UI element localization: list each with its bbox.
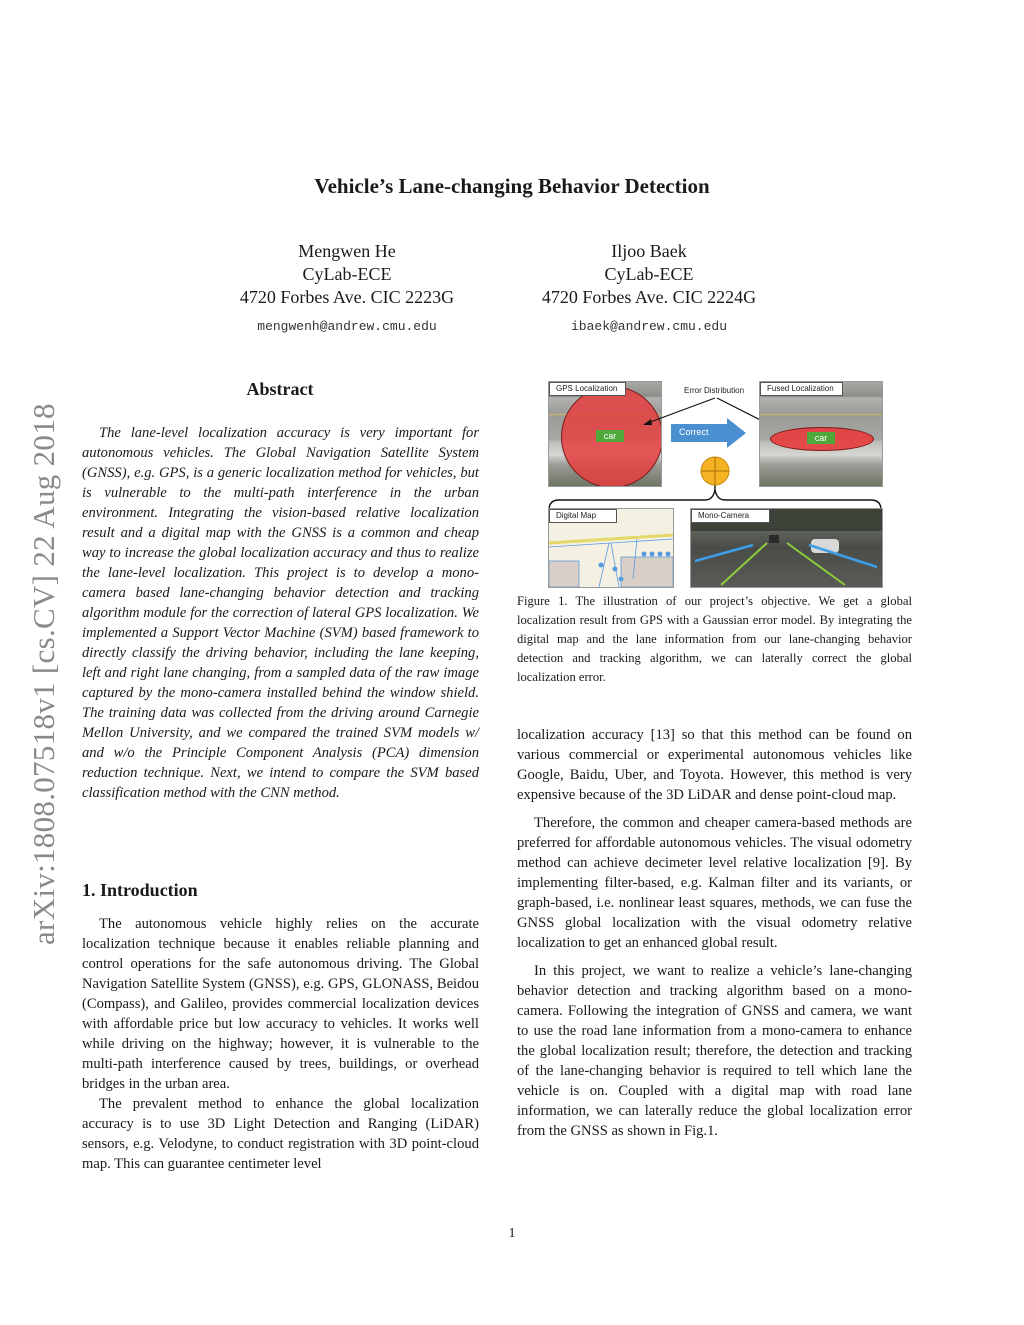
arxiv-stamp: arXiv:1808.07518v1 [cs.CV] 22 Aug 2018	[26, 403, 61, 945]
figure-1-caption: Figure 1. The illustration of our project’s objective. We get a global localization result from GPS with a Gaussian error model. By integrating the digital map and the lane information from our lane-changing behavior detection and tracking algorithm, we can laterally correct the global localization error.	[517, 594, 912, 684]
mono-camera-panel	[690, 508, 883, 588]
fusion-crosshair-icon	[700, 456, 730, 486]
section-heading-introduction: 1. Introduction	[82, 880, 198, 900]
correct-arrow	[671, 418, 741, 448]
correct-label: Correct	[679, 427, 709, 437]
fused-localization-label: Fused Localization	[760, 382, 843, 396]
intro-paragraph: Therefore, the common and cheaper camera-based methods are preferred for affordable autonomous vehicles. The visual odometry method can achieve decimeter level relative localization [9]. By implementing filter-based, e.g. Kalman filter and its variants, or graph-based, i.e. nonlinear least squares, methods, we can fuse the GNSS global localization with the visual odometry relative localization to get an enhanced global result.	[517, 815, 912, 951]
author-affiliation: CyLab-ECE	[302, 264, 392, 284]
intro-paragraph: The autonomous vehicle highly relies on the accurate localization technique because it enables reliable planning and control operations for the safe autonomous driving. The Global Navigation Satellite System (GNSS), e.g. GPS, GLONASS, Beidou (Compass), and Galileo, provides commercial localization devices with affordable price but low accuracy to vehicles. It works well while driving on the highway; however, it is vulnerable to the multi-path interference caused by trees, buildings, or overhead bridges in the urban area.	[82, 916, 479, 1092]
intro-left-column	[82, 914, 479, 1174]
abstract-text: The lane-level localization accuracy is very important for autonomous vehicles. The Global Navigation Satellite System (GNSS), e.g. GPS, is a generic localization method for vehicles, but is vulnerable to the multi-path interference in the urban environment. Integrating the vision-based relative localization result and a digital map with the GNSS is a common and cheap way to increase the global localization accuracy and thus to realize the lane-level localization. This project is to develop a mono-camera based lane-changing behavior detection and tracking algorithm module for the correction of lateral GPS localization. We implemented a Support Vector Machine (SVM) based framework to directly classify the driving behavior, including the lane keeping, left and right lane changing, from a sampled data of the raw image captured by the mono-camera installed behind the window shield. The training data was collected from the driving around Carnegie Mellon University, and we compared the trained SVM models w/ and w/o the Principle Component Analysis (PCA) dimension reduction technique. Next, we intend to compare the SVM based classification method with the CNN method.	[82, 425, 479, 801]
car-marker: car	[596, 430, 624, 442]
intro-paragraph: The prevalent method to enhance the global localization accuracy is to use 3D Light Detection and Ranging (LiDAR) sensors, e.g. Velodyne, to conduct registration with 3D point-cloud map. This can guarantee centimeter level	[82, 1096, 479, 1172]
error-distribution-label: Error Distribution	[684, 386, 745, 395]
page-number: 1	[508, 1226, 516, 1241]
fused-localization-panel	[759, 381, 883, 487]
author-affiliation: CyLab-ECE	[604, 264, 694, 284]
mono-camera-label: Mono-Camera	[691, 509, 770, 523]
intro-paragraph: In this project, we want to realize a vehicle’s lane-changing behavior detection and tracking algorithm based on a mono-camera. Following the integration of GNSS and camera, we want to use the road lane information from a mono-camera to enhance the global localization result; therefore, the detection and tracking of the lane-changing behavior is required to tell which lane the vehicle is on. Coupled with a digital map with road lane information, we can laterally reduce the global localization error from the GNSS as shown in Fig.1.	[517, 963, 912, 1139]
author-email[interactable]: mengwenh@andrew.cmu.edu	[257, 319, 437, 334]
author-address: 4720 Forbes Ave. CIC 2224G	[541, 287, 757, 307]
author-address: 4720 Forbes Ave. CIC 2223G	[239, 287, 455, 307]
car-marker: car	[807, 432, 835, 444]
paper-title: Vehicle’s Lane-changing Behavior Detection	[314, 174, 710, 198]
author-name: Iljoo Baek	[611, 241, 687, 261]
abstract-body	[82, 423, 479, 803]
intro-paragraph: localization accuracy [13] so that this method can be found on various commercial or experimental autonomous vehicles like Google, Baidu, Uber, and Toyota. However, this method is very expensive because of the 3D LiDAR and dense point-cloud map.	[517, 727, 912, 803]
digital-map-label: Digital Map	[549, 509, 617, 523]
author-email[interactable]: ibaek@andrew.cmu.edu	[570, 319, 728, 334]
abstract-heading: Abstract	[246, 379, 314, 399]
intro-right-column	[517, 725, 912, 1141]
author-block-2	[499, 240, 799, 338]
figure-1	[545, 378, 885, 603]
author-name: Mengwen He	[298, 241, 396, 261]
author-block-1	[197, 240, 497, 338]
gps-localization-label: GPS Localization	[549, 382, 626, 396]
digital-map-panel	[548, 508, 674, 588]
